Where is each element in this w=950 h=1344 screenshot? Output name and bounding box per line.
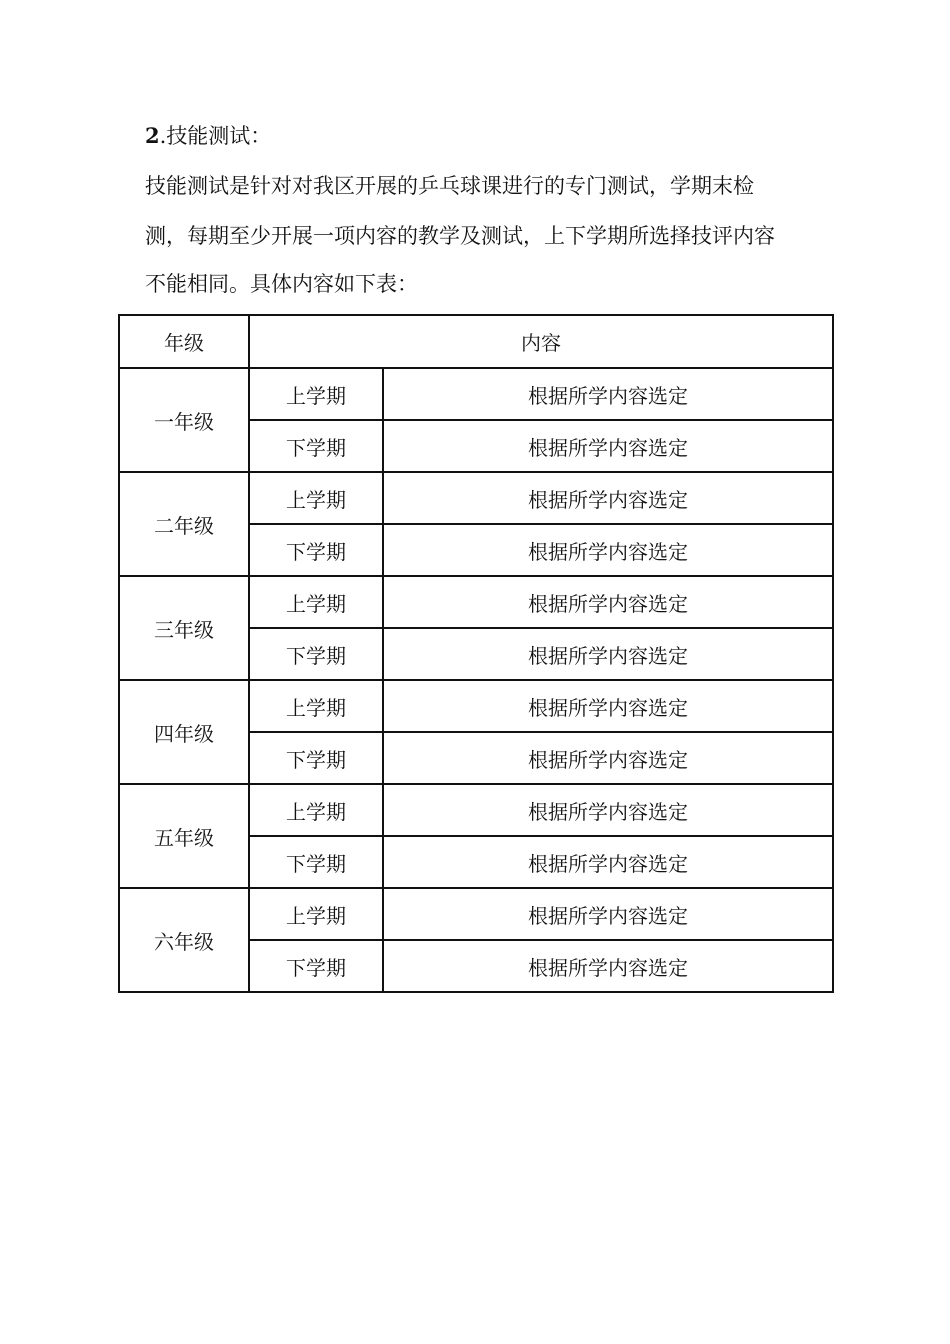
grade-cell: 四年级 — [119, 680, 249, 784]
term-cell: 下学期 — [249, 420, 383, 472]
table-row — [119, 784, 833, 836]
term-cell: 上学期 — [249, 576, 383, 628]
content-cell: 根据所学内容选定 — [383, 576, 833, 628]
content-cell: 根据所学内容选定 — [383, 628, 833, 680]
content-cell: 根据所学内容选定 — [383, 784, 833, 836]
term-cell: 上学期 — [249, 784, 383, 836]
section-number: 2 — [145, 123, 160, 148]
content-cell: 根据所学内容选定 — [383, 732, 833, 784]
table-row — [119, 472, 833, 524]
paragraph-line-3: 不能相同。具体内容如下表： — [145, 272, 418, 296]
content-cell: 根据所学内容选定 — [383, 940, 833, 992]
content-cell: 根据所学内容选定 — [383, 836, 833, 888]
section-separator: . — [159, 124, 167, 148]
table-header-row — [119, 315, 833, 368]
header-content: 内容 — [249, 315, 833, 368]
content-cell: 根据所学内容选定 — [383, 420, 833, 472]
grade-cell: 六年级 — [119, 888, 249, 992]
content-cell: 根据所学内容选定 — [383, 368, 833, 420]
table-row — [119, 368, 833, 420]
grade-cell: 一年级 — [119, 368, 249, 472]
term-cell: 下学期 — [249, 836, 383, 888]
term-cell: 下学期 — [249, 628, 383, 680]
term-cell: 上学期 — [249, 368, 383, 420]
paragraph-line-1: 技能测试是针对对我区开展的乒乓球课进行的专门测试，学期末检 — [145, 174, 754, 198]
grade-cell: 五年级 — [119, 784, 249, 888]
term-cell: 下学期 — [249, 940, 383, 992]
grade-cell: 三年级 — [119, 576, 249, 680]
content-cell: 根据所学内容选定 — [383, 888, 833, 940]
grade-cell: 二年级 — [119, 472, 249, 576]
term-cell: 下学期 — [249, 524, 383, 576]
table-row — [119, 680, 833, 732]
content-cell: 根据所学内容选定 — [383, 472, 833, 524]
term-cell: 上学期 — [249, 888, 383, 940]
table-row — [119, 888, 833, 940]
paragraph-line-2: 测，每期至少开展一项内容的教学及测试，上下学期所选择技评内容 — [145, 224, 775, 248]
skills-test-table — [118, 314, 834, 993]
term-cell: 下学期 — [249, 732, 383, 784]
table-row — [119, 576, 833, 628]
content-cell: 根据所学内容选定 — [383, 680, 833, 732]
content-cell: 根据所学内容选定 — [383, 524, 833, 576]
section-heading — [145, 120, 271, 152]
header-grade: 年级 — [119, 315, 249, 368]
term-cell: 上学期 — [249, 472, 383, 524]
section-title: 技能测试： — [166, 124, 272, 148]
term-cell: 上学期 — [249, 680, 383, 732]
